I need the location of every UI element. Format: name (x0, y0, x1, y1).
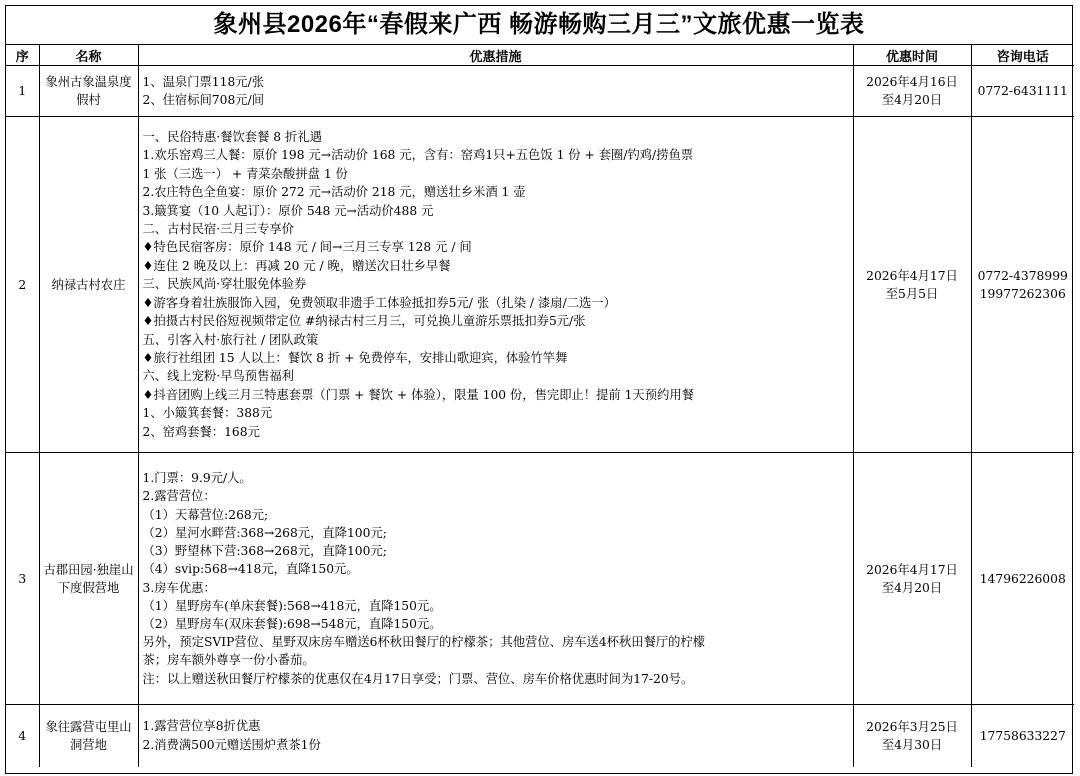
measure-line: 2.农庄特色全鱼宴：原价 272 元→活动价 218 元，赠送壮乡米酒 1 壶 (142, 185, 526, 200)
measure-line: 2.消费满500元赠送围炉煮茶1份 (142, 737, 321, 752)
measure-line: ♦连住 2 晚及以上：再减 20 元 / 晚，赠送次日壮乡早餐 (142, 258, 451, 273)
measure-line: 1.欢乐窑鸡三人餐：原价 198 元→活动价 168 元，含有：窑鸡1只+五色饭 1 份 + 套圈/钓鸡/捞鱼票 (142, 148, 694, 163)
measure-line: 六、线上宠粉·早鸟预售福利 (142, 369, 294, 384)
measure-line: 一、民俗特惠·餐饮套餐 8 折礼遇 (142, 130, 322, 145)
phone-number: 0772-6431111 (977, 84, 1068, 98)
row-no: 1 (6, 66, 39, 117)
measure-line: ♦旅行社组团 15 人以上：餐饮 8 折 + 免费停车，安排山歌迎宾，体验竹竿舞 (142, 350, 568, 365)
measure-line: 另外，预定SVIP营位、星野双床房车赠送6杯秋田餐厅的柠檬茶；其他营位、房车送4杯秋田餐厅的柠檬 (142, 635, 706, 650)
phone-number: 17758633227 (979, 728, 1066, 743)
discount-time (853, 705, 971, 767)
contact-phone (971, 705, 1074, 767)
venue-name: 纳禄古村农庄 (39, 117, 138, 453)
measure-line: 1、温泉门票118元/张 (142, 74, 265, 89)
measure-line: 1.露营营位享8折优惠 (142, 719, 261, 734)
table-row (6, 117, 1074, 453)
measure-line: 2、窑鸡套餐：168元 (142, 424, 260, 439)
measure-line: 1 张（三选一） + 青菜杂酸拼盘 1 份 (142, 166, 348, 181)
header-measures: 优惠措施 (138, 45, 853, 66)
measure-line: 五、引客入村·旅行社 / 团队政策 (142, 332, 319, 347)
measure-line: ♦拍摄古村民俗短视频带定位 #纳禄古村三月三，可兑换儿童游乐票抵扣券5元/张 (142, 314, 586, 329)
header-phone: 咨询电话 (971, 45, 1074, 66)
discount-time (853, 66, 971, 117)
venue-name: 象州古象温泉度假村 (39, 66, 138, 117)
contact-phone (971, 66, 1074, 117)
time-end: 至4月30日 (881, 737, 943, 752)
table-row (6, 453, 1074, 705)
table-row (6, 705, 1074, 767)
measure-line: ♦特色民宿客房：原价 148 元 / 间→三月三专享 128 元 / 间 (142, 240, 472, 255)
measure-line: 1、小簸箕套餐：388元 (142, 406, 273, 421)
header-time: 优惠时间 (853, 45, 971, 66)
time-end: 至5月5日 (885, 286, 939, 301)
phone-number: 0772-4378999 (977, 268, 1068, 283)
measure-line: 茶；房车额外尊享一份小番茄。 (142, 653, 315, 668)
header-no: 序 (6, 45, 39, 66)
measure-line: 3.簸箕宴（10 人起订）：原价 548 元→活动价488 元 (142, 203, 434, 218)
row-no: 4 (6, 705, 39, 767)
measure-line: 三、民族风尚·穿壮服免体验券 (142, 277, 307, 292)
measure-line: （1）星野房车(单床套餐):568→418元，直降150元。 (142, 598, 442, 613)
measure-line: ♦游客身着壮族服饰入园，免费领取非遗手工体验抵扣券5元/ 张（扎染 / 漆扇/二选一） (142, 295, 616, 310)
measure-line: 3.房车优惠： (142, 580, 216, 595)
row-no: 2 (6, 117, 39, 453)
time-start: 2026年3月25日 (866, 719, 958, 734)
header-name: 名称 (39, 45, 138, 66)
discount-measures (138, 117, 853, 453)
contact-phone (971, 117, 1074, 453)
measure-line: 2、住宿标间708元/间 (142, 93, 265, 107)
time-start: 2026年4月16日 (866, 75, 958, 89)
measure-line: （3）野望林下营:368→268元，直降100元; (142, 544, 387, 559)
time-start: 2026年4月17日 (866, 562, 958, 577)
venue-name: 古郡田园·独崖山下度假营地 (39, 453, 138, 705)
measure-line: （2）星河水畔营:368→268元，直降100元; (142, 525, 387, 540)
measure-line: （2）星野房车(双床套餐):698→548元，直降150元。 (142, 616, 442, 631)
phone-number: 19977262306 (979, 286, 1066, 301)
table-row (6, 66, 1074, 117)
measure-line: 二、古村民宿·三月三专享价 (142, 222, 294, 237)
discount-time (853, 453, 971, 705)
table-header-row (6, 45, 1074, 66)
discount-measures (138, 453, 853, 705)
discount-time (853, 117, 971, 453)
discount-measures (138, 66, 853, 117)
document-sheet (5, 5, 1073, 774)
contact-phone (971, 453, 1074, 705)
time-start: 2026年4月17日 (866, 268, 958, 283)
measure-line: 2.露营营位： (142, 489, 216, 504)
time-end: 至4月20日 (881, 93, 943, 107)
document-title: 象州县2026年“春假来广西 畅游畅购三月三”文旅优惠一览表 (6, 6, 1072, 45)
row-no: 3 (6, 453, 39, 705)
measure-line: （1）天幕营位:268元; (142, 507, 269, 522)
discount-table (6, 45, 1074, 767)
discount-measures (138, 705, 853, 767)
phone-number: 14796226008 (979, 571, 1066, 586)
venue-name: 象往露营屯里山洞营地 (39, 705, 138, 767)
measure-line: （4）svip:568→418元，直降150元。 (142, 562, 359, 577)
time-end: 至4月20日 (881, 580, 943, 595)
measure-line: ♦抖音团购上线三月三特惠套票（门票 + 餐饮 + 体验），限量 100 份，售完即止！提前 1天预约用餐 (142, 387, 694, 402)
measure-line: 1.门票：9.9元/人。 (142, 471, 252, 486)
measure-line: 注：以上赠送秋田餐厅柠檬茶的优惠仅在4月17日享受；门票、营位、房车价格优惠时间为17-20号。 (142, 671, 694, 686)
